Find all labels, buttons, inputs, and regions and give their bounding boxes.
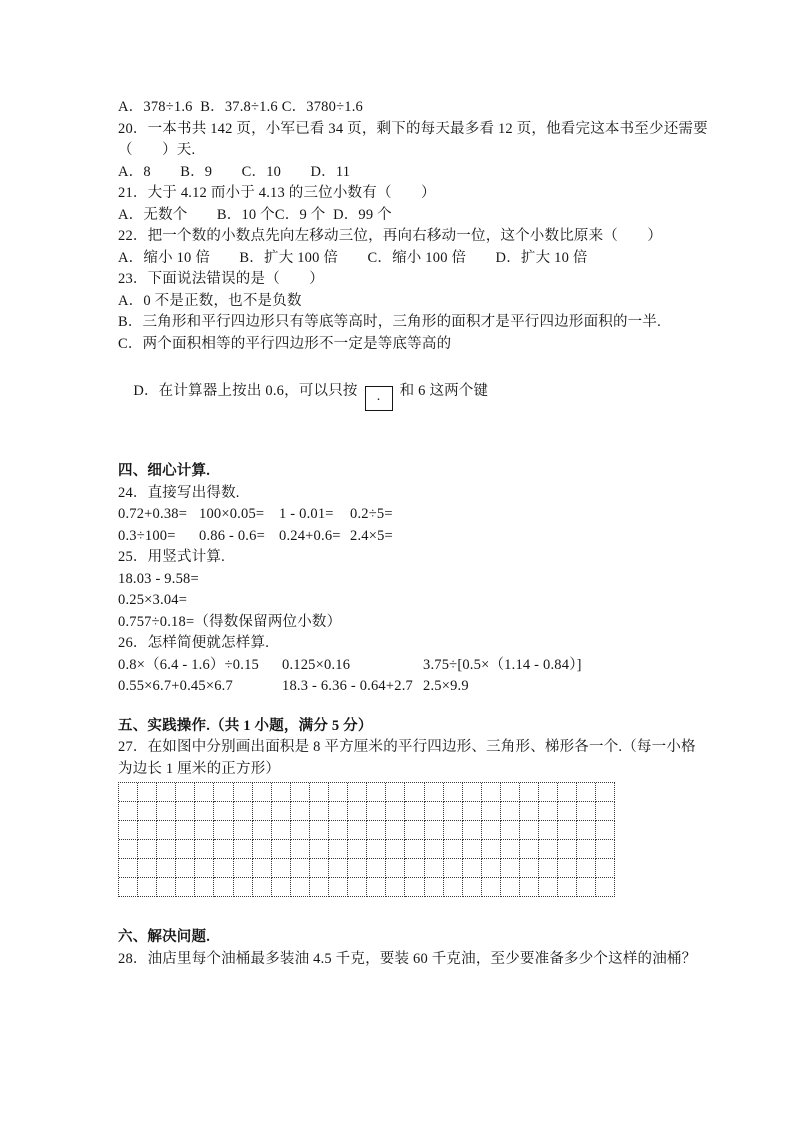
grid-cell bbox=[176, 878, 195, 897]
grid-cell bbox=[444, 840, 463, 859]
question-23-text: 23．下面说法错误的是（ ） bbox=[118, 271, 324, 287]
grid-cell bbox=[272, 859, 291, 878]
grid-cell bbox=[157, 878, 176, 897]
grid-cell bbox=[253, 802, 272, 821]
grid-cell bbox=[520, 783, 539, 802]
grid-cell bbox=[214, 821, 233, 840]
option-d-text-after-key: 和 6 这两个键 bbox=[399, 382, 489, 399]
drawing-grid bbox=[118, 782, 615, 897]
grid-cell bbox=[596, 821, 615, 840]
grid-cell bbox=[348, 878, 367, 897]
grid-cell bbox=[119, 859, 138, 878]
grid-cell bbox=[520, 859, 539, 878]
grid-cell bbox=[291, 840, 310, 859]
grid-cell bbox=[367, 802, 386, 821]
grid-cell bbox=[558, 878, 577, 897]
grid-cell bbox=[234, 783, 253, 802]
grid-cell bbox=[405, 802, 424, 821]
grid-cell bbox=[577, 802, 596, 821]
grid-cell bbox=[405, 840, 424, 859]
grid-cell bbox=[482, 859, 501, 878]
grid-cell bbox=[501, 840, 520, 859]
grid-cell bbox=[329, 821, 348, 840]
grid-cell bbox=[444, 821, 463, 840]
grid-cell bbox=[386, 840, 405, 859]
grid-cell bbox=[138, 840, 157, 859]
grid-cell bbox=[291, 859, 310, 878]
grid-cell bbox=[310, 802, 329, 821]
question-23-option-b: B．三角形和平行四边形只有等底等高时，三角形的面积才是平行四边形面积的一半. bbox=[118, 314, 661, 330]
grid-cell bbox=[348, 821, 367, 840]
grid-cell bbox=[234, 840, 253, 859]
question-24-text: 24．直接写出得数. bbox=[118, 484, 240, 501]
question-26-row-2 bbox=[118, 676, 680, 698]
question-28-text: 28．油店里每个油桶最多装油 4.5 千克，要装 60 千克油，至少要准备多少个这样的油桶？ bbox=[118, 950, 697, 967]
grid-cell bbox=[157, 840, 176, 859]
grid-cell bbox=[501, 859, 520, 878]
grid-cell bbox=[291, 821, 310, 840]
grid-cell bbox=[138, 802, 157, 821]
grid-cell bbox=[195, 821, 214, 840]
grid-cell bbox=[253, 840, 272, 859]
calc-expression: 2.5×9.9 bbox=[423, 678, 469, 694]
grid-cell bbox=[291, 802, 310, 821]
grid-cell bbox=[272, 821, 291, 840]
grid-cell bbox=[596, 859, 615, 878]
grid-cell bbox=[558, 859, 577, 878]
calc-expression: 18.3 - 6.36 - 0.64+2.7 bbox=[282, 678, 413, 694]
calculator-decimal-key-icon: . bbox=[365, 386, 393, 411]
calc-expression: 0.72+0.38= bbox=[118, 506, 188, 522]
grid-cell bbox=[539, 859, 558, 878]
grid-cell bbox=[272, 840, 291, 859]
question-23-option-a: A．0 不是正数，也不是负数 bbox=[118, 292, 302, 309]
grid-cell bbox=[386, 802, 405, 821]
grid-cell bbox=[119, 802, 138, 821]
grid-cell bbox=[539, 821, 558, 840]
question-20-options: A．8 B．9 C．10 D．11 bbox=[118, 163, 351, 180]
grid-row bbox=[119, 878, 615, 897]
grid-cell bbox=[386, 821, 405, 840]
grid-cell bbox=[596, 840, 615, 859]
grid-cell bbox=[463, 859, 482, 878]
grid-cell bbox=[348, 859, 367, 878]
grid-cell bbox=[558, 783, 577, 802]
grid-cell bbox=[386, 859, 405, 878]
grid-cell bbox=[425, 878, 444, 897]
grid-cell bbox=[214, 783, 233, 802]
grid-cell bbox=[501, 878, 520, 897]
calc-expression: 0.86 - 0.6= bbox=[199, 527, 265, 544]
question-26-row-1 bbox=[118, 655, 680, 677]
question-21-text: 21．大于 4.12 而小于 4.13 的三位小数有（ ） bbox=[118, 185, 436, 201]
calc-expression: 100×0.05= bbox=[199, 506, 265, 522]
question-19-options: A．378÷1.6 B．37.8÷1.6 C．3780÷1.6 bbox=[118, 99, 363, 115]
grid-cell bbox=[539, 878, 558, 897]
grid-cell bbox=[501, 783, 520, 802]
grid-cell bbox=[157, 859, 176, 878]
grid-cell bbox=[195, 840, 214, 859]
grid-cell bbox=[329, 859, 348, 878]
grid-cell bbox=[558, 802, 577, 821]
grid-cell bbox=[558, 821, 577, 840]
question-25-text: 25．用竖式计算. bbox=[118, 549, 225, 565]
grid-cell bbox=[425, 859, 444, 878]
grid-cell bbox=[119, 840, 138, 859]
grid-cell bbox=[119, 878, 138, 897]
grid-cell bbox=[405, 878, 424, 897]
grid-cell bbox=[539, 840, 558, 859]
question-27-text-line2: 为边长 1 厘米的正方形） bbox=[118, 760, 281, 777]
grid-cell bbox=[234, 859, 253, 878]
grid-cell bbox=[520, 840, 539, 859]
exam-page bbox=[118, 97, 708, 970]
grid-cell bbox=[176, 802, 195, 821]
grid-row bbox=[119, 821, 615, 840]
question-20-text-line1: 20．一本书共 142 页，小军已看 34 页，剩下的每天最多看 12 页，他看完这本书至少还需要 bbox=[118, 120, 708, 137]
grid-cell bbox=[539, 802, 558, 821]
question-23-option-c: C．两个面积相等的平行四边形不一定是等底等高的 bbox=[118, 335, 452, 352]
grid-cell bbox=[348, 840, 367, 859]
grid-cell bbox=[463, 878, 482, 897]
grid-cell bbox=[501, 802, 520, 821]
grid-cell bbox=[310, 840, 329, 859]
grid-cell bbox=[405, 821, 424, 840]
question-26-text: 26．怎样简便就怎样算. bbox=[118, 635, 270, 651]
grid-cell bbox=[577, 821, 596, 840]
grid-cell bbox=[119, 821, 138, 840]
grid-cell bbox=[157, 821, 176, 840]
grid-cell bbox=[367, 783, 386, 802]
question-22-text: 22．把一个数的小数点先向左移动三位，再向右移动一位，这个小数比原来（ ） bbox=[118, 228, 663, 244]
section-4-heading: 四、细心计算. bbox=[118, 463, 211, 479]
question-20-text-line2: （ ）天. bbox=[118, 142, 196, 158]
grid-cell bbox=[214, 878, 233, 897]
question-21-options: A．无数个 B．10 个C．9 个 D．99 个 bbox=[118, 206, 392, 223]
grid-cell bbox=[482, 802, 501, 821]
grid-cell bbox=[596, 802, 615, 821]
question-24-row-2 bbox=[118, 526, 680, 548]
question-22-options: A．缩小 10 倍 B．扩大 100 倍 C．缩小 100 倍 D．扩大 10 倍 bbox=[118, 249, 588, 266]
question-25-item-2: 0.25×3.04= bbox=[118, 592, 188, 608]
grid-cell bbox=[577, 840, 596, 859]
grid-cell bbox=[234, 821, 253, 840]
grid-cell bbox=[425, 783, 444, 802]
grid-cell bbox=[596, 878, 615, 897]
grid-cell bbox=[214, 859, 233, 878]
grid-cell bbox=[539, 783, 558, 802]
grid-cell bbox=[176, 821, 195, 840]
grid-cell bbox=[386, 783, 405, 802]
calc-expression: 0.55×6.7+0.45×6.7 bbox=[118, 678, 233, 694]
grid-cell bbox=[405, 859, 424, 878]
grid-cell bbox=[482, 783, 501, 802]
grid-cell bbox=[520, 821, 539, 840]
grid-cell bbox=[310, 783, 329, 802]
grid-cell bbox=[444, 802, 463, 821]
question-25-item-1: 18.03 - 9.58= bbox=[118, 570, 199, 587]
calc-expression: 2.4×5= bbox=[350, 527, 393, 544]
grid-cell bbox=[463, 840, 482, 859]
grid-cell bbox=[329, 840, 348, 859]
grid-cell bbox=[272, 878, 291, 897]
grid-cell bbox=[482, 840, 501, 859]
grid-cell bbox=[253, 859, 272, 878]
grid-cell bbox=[329, 802, 348, 821]
grid-cell bbox=[214, 802, 233, 821]
grid-cell bbox=[558, 840, 577, 859]
grid-cell bbox=[176, 859, 195, 878]
section-5-heading: 五、实践操作.（共 1 小题，满分 5 分） bbox=[118, 717, 373, 734]
grid-cell bbox=[520, 802, 539, 821]
grid-cell bbox=[195, 783, 214, 802]
grid-cell bbox=[520, 878, 539, 897]
grid-cell bbox=[195, 802, 214, 821]
grid-cell bbox=[291, 878, 310, 897]
grid-cell bbox=[444, 783, 463, 802]
grid-cell bbox=[596, 783, 615, 802]
grid-cell bbox=[195, 859, 214, 878]
grid-cell bbox=[138, 783, 157, 802]
grid-cell bbox=[425, 840, 444, 859]
question-24-row-1 bbox=[118, 504, 680, 526]
grid-cell bbox=[138, 821, 157, 840]
grid-cell bbox=[272, 783, 291, 802]
question-23-option-d bbox=[118, 359, 680, 432]
calc-expression: 3.75÷[0.5×（1.14 - 0.84）] bbox=[423, 656, 582, 673]
grid-row bbox=[119, 802, 615, 821]
grid-row bbox=[119, 840, 615, 859]
grid-cell bbox=[367, 859, 386, 878]
grid-cell bbox=[310, 878, 329, 897]
grid-cell bbox=[577, 859, 596, 878]
grid-cell bbox=[310, 859, 329, 878]
calc-expression: 0.2÷5= bbox=[350, 506, 393, 522]
grid-cell bbox=[234, 802, 253, 821]
grid-cell bbox=[253, 878, 272, 897]
grid-cell bbox=[463, 802, 482, 821]
grid-cell bbox=[501, 821, 520, 840]
grid-cell bbox=[291, 783, 310, 802]
grid-cell bbox=[119, 783, 138, 802]
grid-cell bbox=[234, 878, 253, 897]
grid-cell bbox=[214, 840, 233, 859]
grid-cell bbox=[463, 783, 482, 802]
calc-expression: 0.24+0.6= bbox=[279, 527, 341, 544]
grid-cell bbox=[482, 821, 501, 840]
grid-cell bbox=[138, 878, 157, 897]
grid-cell bbox=[310, 821, 329, 840]
grid-cell bbox=[272, 802, 291, 821]
grid-cell bbox=[405, 783, 424, 802]
grid-cell bbox=[176, 840, 195, 859]
calc-expression: 0.3÷100= bbox=[118, 527, 176, 544]
question-25-item-3: 0.757÷0.18=（得数保留两位小数） bbox=[118, 613, 342, 630]
grid-cell bbox=[577, 783, 596, 802]
grid-cell bbox=[253, 821, 272, 840]
grid-row bbox=[119, 859, 615, 878]
grid-row bbox=[119, 783, 615, 802]
section-6-heading: 六、解决问题. bbox=[118, 929, 211, 945]
option-d-text-before-key: D．在计算器上按出 0.6，可以只按 bbox=[133, 382, 358, 399]
grid-cell bbox=[195, 878, 214, 897]
calc-expression: 0.8×（6.4 - 1.6）÷0.15 bbox=[118, 656, 259, 673]
grid-cell bbox=[425, 802, 444, 821]
grid-cell bbox=[463, 821, 482, 840]
grid-cell bbox=[425, 821, 444, 840]
grid-cell bbox=[348, 783, 367, 802]
grid-cell bbox=[444, 859, 463, 878]
grid-cell bbox=[138, 859, 157, 878]
grid-cell bbox=[577, 878, 596, 897]
grid-cell bbox=[367, 821, 386, 840]
grid-cell bbox=[367, 840, 386, 859]
calc-expression: 0.125×0.16 bbox=[282, 656, 351, 673]
calc-expression: 1 - 0.01= bbox=[279, 506, 334, 522]
grid-cell bbox=[367, 878, 386, 897]
grid-cell bbox=[348, 802, 367, 821]
grid-cell bbox=[157, 802, 176, 821]
grid-cell bbox=[157, 783, 176, 802]
grid-cell bbox=[444, 878, 463, 897]
grid-cell bbox=[176, 783, 195, 802]
question-27-text-line1: 27．在如图中分别画出面积是 8 平方厘米的平行四边形、三角形、梯形各一个.（每一小格 bbox=[118, 739, 696, 755]
grid-cell bbox=[329, 783, 348, 802]
grid-cell bbox=[253, 783, 272, 802]
grid-cell bbox=[482, 878, 501, 897]
grid-cell bbox=[329, 878, 348, 897]
grid-cell bbox=[386, 878, 405, 897]
